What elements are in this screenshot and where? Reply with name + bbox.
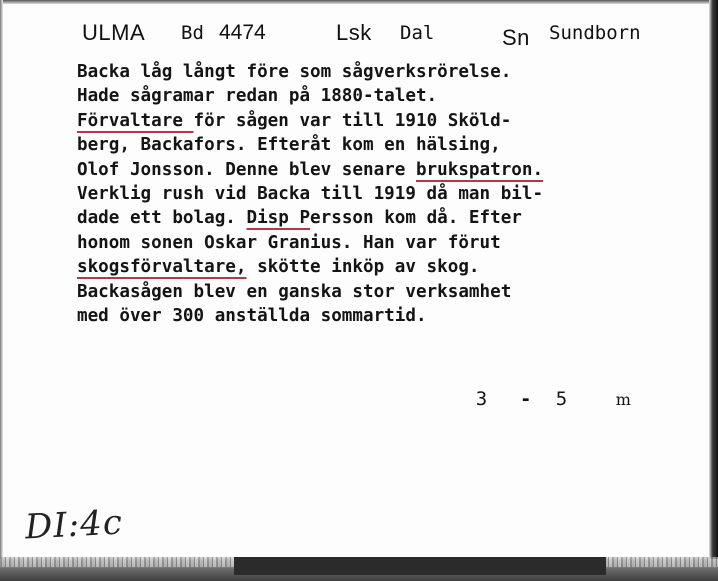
bd-number: 4474 (219, 21, 266, 44)
underlined-term: skogsförvaltare, (77, 257, 247, 278)
text-line (77, 158, 687, 182)
scan-edge-bar (234, 557, 606, 575)
scan-edge-left (0, 0, 3, 581)
text-line (77, 206, 687, 230)
text-line (77, 182, 687, 206)
text-line (77, 255, 687, 279)
text-segment: skötte inköp av skog. (246, 257, 480, 278)
page-reference (430, 366, 631, 432)
text-line (77, 84, 687, 108)
scan-edge-top (0, 0, 718, 4)
card-header (82, 20, 678, 50)
handwritten-code: DI:4c (24, 502, 124, 548)
page-ref-unit: m (615, 390, 631, 409)
lsk-label: Lsk (336, 20, 372, 45)
text-segment: med över 300 anställda sommartid. (77, 305, 427, 326)
scan-edge-right (709, 0, 718, 581)
text-segment: berg, Backafors. Efteråt kom en hälsing, (77, 135, 501, 156)
sn-value: Sundborn (549, 22, 641, 44)
card-body-text (77, 60, 687, 328)
text-line (77, 133, 687, 157)
bd-label: Bd (181, 22, 204, 44)
page-ref-separator: - (520, 388, 532, 410)
text-line (77, 304, 687, 328)
sn-label: Sn (502, 25, 530, 50)
lsk-value: Dal (400, 22, 435, 44)
underlined-term: brukspatron. (415, 159, 544, 180)
page-ref-start: 3 (475, 388, 488, 410)
underlined-term: Disp P (246, 208, 311, 229)
text-segment: Backa låg långt före som sågverksrörelse. (77, 62, 512, 82)
text-line (77, 280, 687, 304)
text-segment: Backasågen blev en ganska stor verksamhet (77, 281, 512, 302)
text-segment: Hade sågramar redan på 1880-talet. (77, 86, 438, 107)
text-segment: dade ett bolag. (77, 208, 247, 229)
text-segment: för sågen var till 1910 Sköld- (193, 110, 512, 131)
text-segment: Olof Jonsson. Denne blev senare (77, 159, 416, 180)
page-ref-end: 5 (555, 388, 568, 410)
text-line (77, 60, 687, 84)
text-segment: ersson kom då. Efter (310, 208, 522, 229)
text-segment: honom sonen Oskar Granius. Han var förut (77, 232, 501, 253)
text-segment: Verklig rush vid Backa till 1919 då man bil- (77, 183, 544, 204)
region-code: ULMA (82, 20, 146, 45)
text-line (77, 231, 687, 255)
text-line (77, 109, 687, 133)
underlined-term: Förvaltare (77, 110, 194, 131)
